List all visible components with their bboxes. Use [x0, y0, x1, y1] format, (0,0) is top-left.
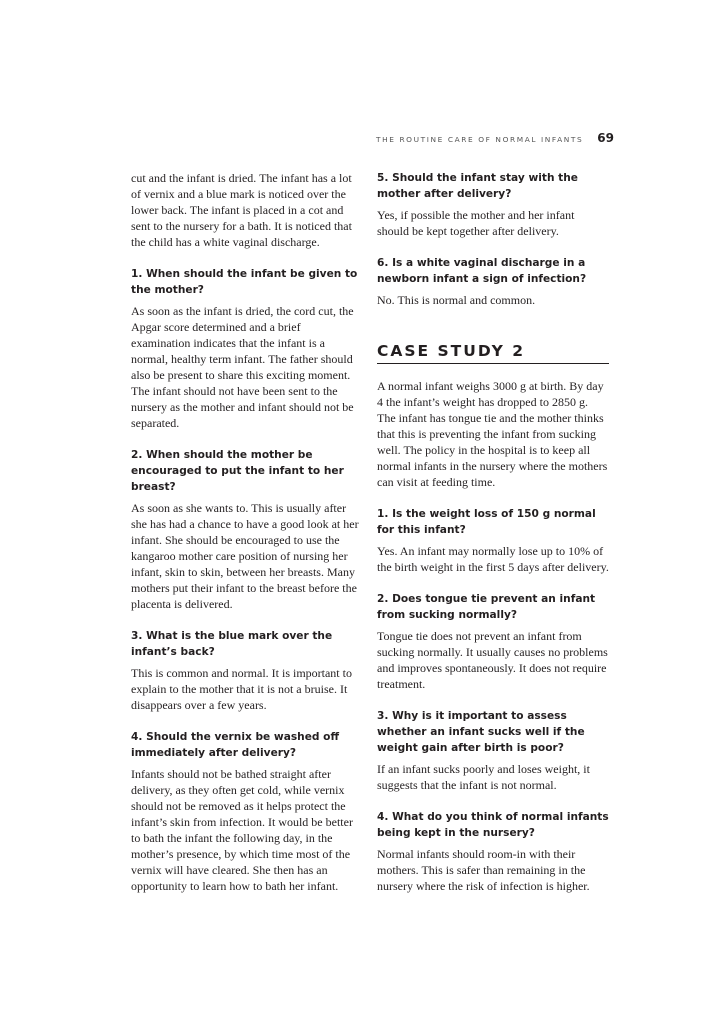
- answer-text: As soon as the infant is dried, the cord cut, the Apgar score determined and a brief examination indicates that the infant is a normal, healthy term infant. The father should also be present to share this exciting moment. The infant should not have been sent to the nursery as the mother and infant should not be separated.: [131, 304, 354, 430]
- case-study-heading: CASE STUDY 2: [377, 342, 609, 364]
- qa-item: [131, 266, 361, 431]
- qa-item: [377, 255, 609, 308]
- answer-text: If an infant sucks poorly and loses weight, it suggests that the infant is not normal.: [377, 762, 590, 792]
- question-heading: 1. Is the weight loss of 150 g normal for this infant?: [377, 508, 596, 536]
- running-header: [376, 131, 614, 145]
- qa-item: [131, 447, 361, 612]
- qa-item: [377, 708, 609, 793]
- page-number: 69: [597, 131, 614, 145]
- answer-text: Infants should not be bathed straight after delivery, as they often get cold, while vernix should not be removed as it helps protect the infant’s skin from infection. It would be better to bath the infant the following day, in the mother’s presence, by which time most of the vernix will have cleared. She then has an opportunity to learn how to bath her infant.: [131, 767, 353, 893]
- left-column: [131, 170, 361, 894]
- question-heading: 2. When should the mother be encouraged to put the infant to her breast?: [131, 449, 344, 493]
- question-heading: 3. What is the blue mark over the infant’s back?: [131, 630, 333, 658]
- right-column: [377, 170, 609, 894]
- qa-item: [377, 809, 609, 894]
- question-heading: 4. Should the vernix be washed off immediately after delivery?: [131, 731, 340, 759]
- question-heading: 5. Should the infant stay with the mother after delivery?: [377, 172, 578, 200]
- question-heading: 4. What do you think of normal infants being kept in the nursery?: [377, 811, 609, 839]
- qa-item: [377, 506, 609, 575]
- case-continuation-text: cut and the infant is dried. The infant has a lot of vernix and a blue mark is noticed over the lower back. The infant is placed in a cot and sent to the nursery for a bath. It is noticed that the child has a white vaginal discharge.: [131, 171, 352, 249]
- answer-text: No. This is normal and common.: [377, 293, 536, 307]
- answer-text: Normal infants should room-in with their mothers. This is safer than remaining in the nursery where the risk of infection is higher.: [377, 847, 590, 893]
- answer-text: This is common and normal. It is important to explain to the mother that it is not a bruise. It disappears over a few years.: [131, 666, 352, 712]
- question-heading: 1. When should the infant be given to the mother?: [131, 268, 358, 296]
- running-title: THE ROUTINE CARE OF NORMAL INFANTS: [375, 135, 584, 144]
- answer-text: Tongue tie does not prevent an infant from sucking normally. It usually causes no problems and improves spontaneously. It does not require treatment.: [377, 629, 608, 691]
- qa-item: [131, 628, 361, 713]
- qa-item: [377, 591, 609, 692]
- qa-item: [377, 170, 609, 239]
- answer-text: As soon as she wants to. This is usually after she has had a chance to have a good look at her infant. She should be encouraged to use the kangaroo mother care position of nursing her infant, skin to skin, between her breasts. Many mothers put their infant to the breast before the placenta is delivered.: [131, 501, 359, 611]
- case-study-intro: A normal infant weighs 3000 g at birth. By day 4 the infant’s weight has dropped to 2850 g. The infant has tongue tie and the mother thinks that this is preventing the infant from sucking well. The policy in the hospital is to keep all normal infants in the nursery where the mothers can visit at feeding time.: [377, 379, 608, 489]
- question-heading: 6. Is a white vaginal discharge in a newborn infant a sign of infection?: [377, 257, 587, 285]
- qa-item: [131, 729, 361, 894]
- answer-text: Yes. An infant may normally lose up to 10% of the birth weight in the first 5 days after delivery.: [377, 544, 609, 574]
- answer-text: Yes, if possible the mother and her infant should be kept together after delivery.: [377, 208, 575, 238]
- question-heading: 3. Why is it important to assess whether an infant sucks well if the weight gain after birth is poor?: [377, 710, 585, 754]
- question-heading: 2. Does tongue tie prevent an infant from sucking normally?: [377, 593, 596, 621]
